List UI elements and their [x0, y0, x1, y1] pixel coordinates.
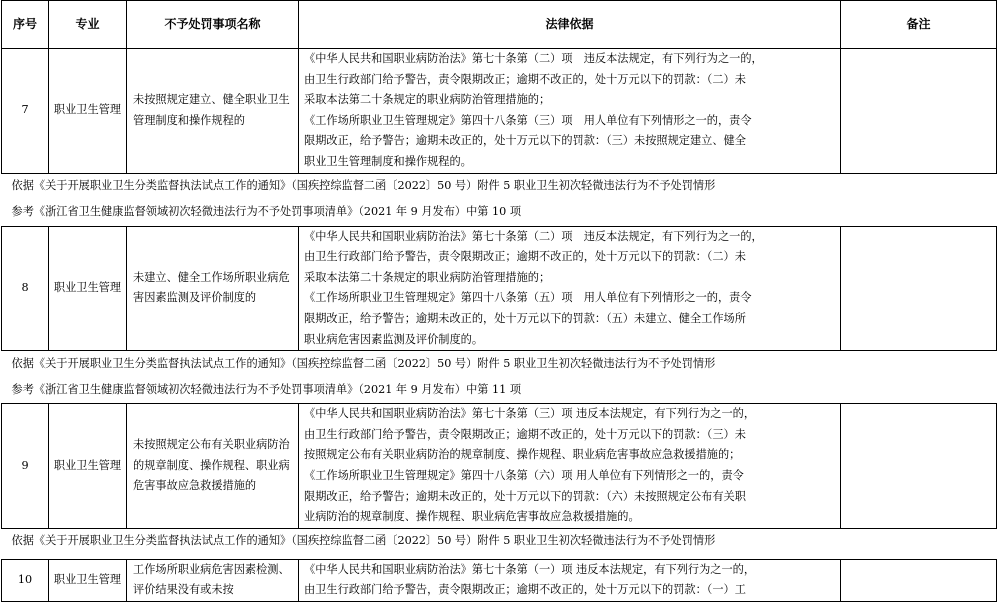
- reference-note: 参考《浙江省卫生健康监督领域初次轻微违法行为不予处罚事项清单》（2021 年 9 月发布）中第 10 项: [11, 205, 522, 219]
- table-row: [2, 404, 997, 529]
- basis-line: 《工作场所职业卫生管理规定》第四十八条第（六）项 用人单位有下列情形之一的，责令: [304, 468, 744, 482]
- row-number: 10: [2, 559, 49, 601]
- header-item: 不予处罚事项名称: [127, 1, 299, 49]
- basis-notice: 依据《关于开展职业卫生分类监督执法试点工作的通知》（国疾控综监督二函〔2022〕50 号）附件 5 职业卫生初次轻微违法行为不予处罚情形: [11, 179, 716, 193]
- basis-line: 限期改正，给予警告；逾期未改正的，处十万元以下的罚款：（六）未按照规定公布有关职: [304, 489, 746, 503]
- row-basis: [299, 559, 841, 601]
- basis-line: 《工作场所职业卫生管理规定》第四十八条第（五）项 用人单位有下列情形之一的，责令: [304, 291, 752, 305]
- row-specialty: 职业卫生管理: [49, 559, 127, 601]
- note-row: [2, 200, 997, 227]
- row-basis: [299, 49, 841, 174]
- row-item: 未按照规定建立、健全职业卫生管理制度和操作规程的: [127, 49, 299, 174]
- table-header-row: [2, 1, 997, 49]
- basis-line: 《中华人民共和国职业病防治法》第七十条第（一）项 违反本法规定，有下列行为之一的，: [304, 562, 756, 576]
- table-row: [2, 559, 997, 601]
- row-specialty: 职业卫生管理: [49, 226, 127, 351]
- note-row: [2, 351, 997, 378]
- basis-line: 《中华人民共和国职业病防治法》第七十条第（二）项 违反本法规定，有下列行为之一的，: [304, 229, 763, 243]
- row-basis: [299, 404, 841, 529]
- table-row: [2, 226, 997, 351]
- note-row: [2, 528, 997, 555]
- basis-line: 限期改正，给予警告；逾期未改正的，处十万元以下的罚款：（五）未建立、健全工作场所: [304, 311, 746, 325]
- row-remark: [841, 49, 997, 174]
- basis-line: 由卫生行政部门给予警告，责令限期改正；逾期不改正的，处十万元以下的罚款：（二）未: [304, 250, 746, 264]
- basis-line: 采取本法第二十条规定的职业病防治管理措施的；: [304, 93, 551, 107]
- row-specialty: 职业卫生管理: [49, 49, 127, 174]
- table-row: [2, 49, 997, 174]
- row-number: 9: [2, 404, 49, 529]
- basis-line: 采取本法第二十条规定的职业病防治管理措施的；: [304, 270, 551, 284]
- basis-line: 职业病危害因素监测及评价制度的。: [304, 332, 484, 346]
- row-number: 8: [2, 226, 49, 351]
- row-item: 工作场所职业病危害因素检测、评价结果没有或未按: [127, 559, 299, 601]
- basis-line: 由卫生行政部门给予警告，责令限期改正；逾期不改正的，处十万元以下的罚款：（二）未: [304, 72, 746, 86]
- basis-notice: 依据《关于开展职业卫生分类监督执法试点工作的通知》（国疾控综监督二函〔2022〕50 号）附件 5 职业卫生初次轻微违法行为不予处罚情形: [11, 534, 716, 548]
- header-remark: 备注: [841, 1, 997, 49]
- basis-line: 由卫生行政部门给予警告，责令限期改正；逾期不改正的，处十万元以下的罚款：（三）未: [304, 427, 746, 441]
- penalty-exemption-table: [1, 0, 997, 602]
- note-row: [2, 173, 997, 200]
- row-number: 7: [2, 49, 49, 174]
- basis-line: 按照规定公布有关职业病防治的规章制度、操作规程、职业病危害事故应急救援措施的；: [304, 448, 741, 462]
- row-remark: [841, 559, 997, 601]
- basis-line: 由卫生行政部门给予警告，责令限期改正；逾期不改正的，处十万元以下的罚款：（一）工: [304, 583, 746, 597]
- reference-note: 参考《浙江省卫生健康监督领域初次轻微违法行为不予处罚事项清单》（2021 年 9 月发布）中第 11 项: [11, 382, 522, 396]
- note-row: [2, 377, 997, 404]
- basis-line: 《工作场所职业卫生管理规定》第四十八条第（三）项 用人单位有下列情形之一的，责令: [304, 113, 752, 127]
- basis-line: 《中华人民共和国职业病防治法》第七十条第（三）项 违反本法规定，有下列行为之一的，: [304, 407, 756, 421]
- row-item: 未按照规定公布有关职业病防治的规章制度、操作规程、职业病危害事故应急救援措施的: [127, 404, 299, 529]
- row-basis: [299, 226, 841, 351]
- row-specialty: 职业卫生管理: [49, 404, 127, 529]
- header-specialty: 专业: [49, 1, 127, 49]
- basis-line: 限期改正，给予警告；逾期未改正的，处十万元以下的罚款：（三）未按照规定建立、健全: [304, 134, 746, 148]
- row-item: 未建立、健全工作场所职业病危害因素监测及评价制度的: [127, 226, 299, 351]
- basis-notice: 依据《关于开展职业卫生分类监督执法试点工作的通知》（国疾控综监督二函〔2022〕50 号）附件 5 职业卫生初次轻微违法行为不予处罚情形: [11, 356, 716, 370]
- row-remark: [841, 226, 997, 351]
- row-remark: [841, 404, 997, 529]
- header-no: 序号: [2, 1, 49, 49]
- basis-line: 职业卫生管理制度和操作规程的。: [304, 154, 472, 168]
- header-basis: 法律依据: [299, 1, 841, 49]
- basis-line: 《中华人民共和国职业病防治法》第七十条第（二）项 违反本法规定，有下列行为之一的，: [304, 52, 763, 65]
- basis-line: 业病防治的规章制度、操作规程、职业病危害事故应急救援措施的。: [304, 510, 640, 524]
